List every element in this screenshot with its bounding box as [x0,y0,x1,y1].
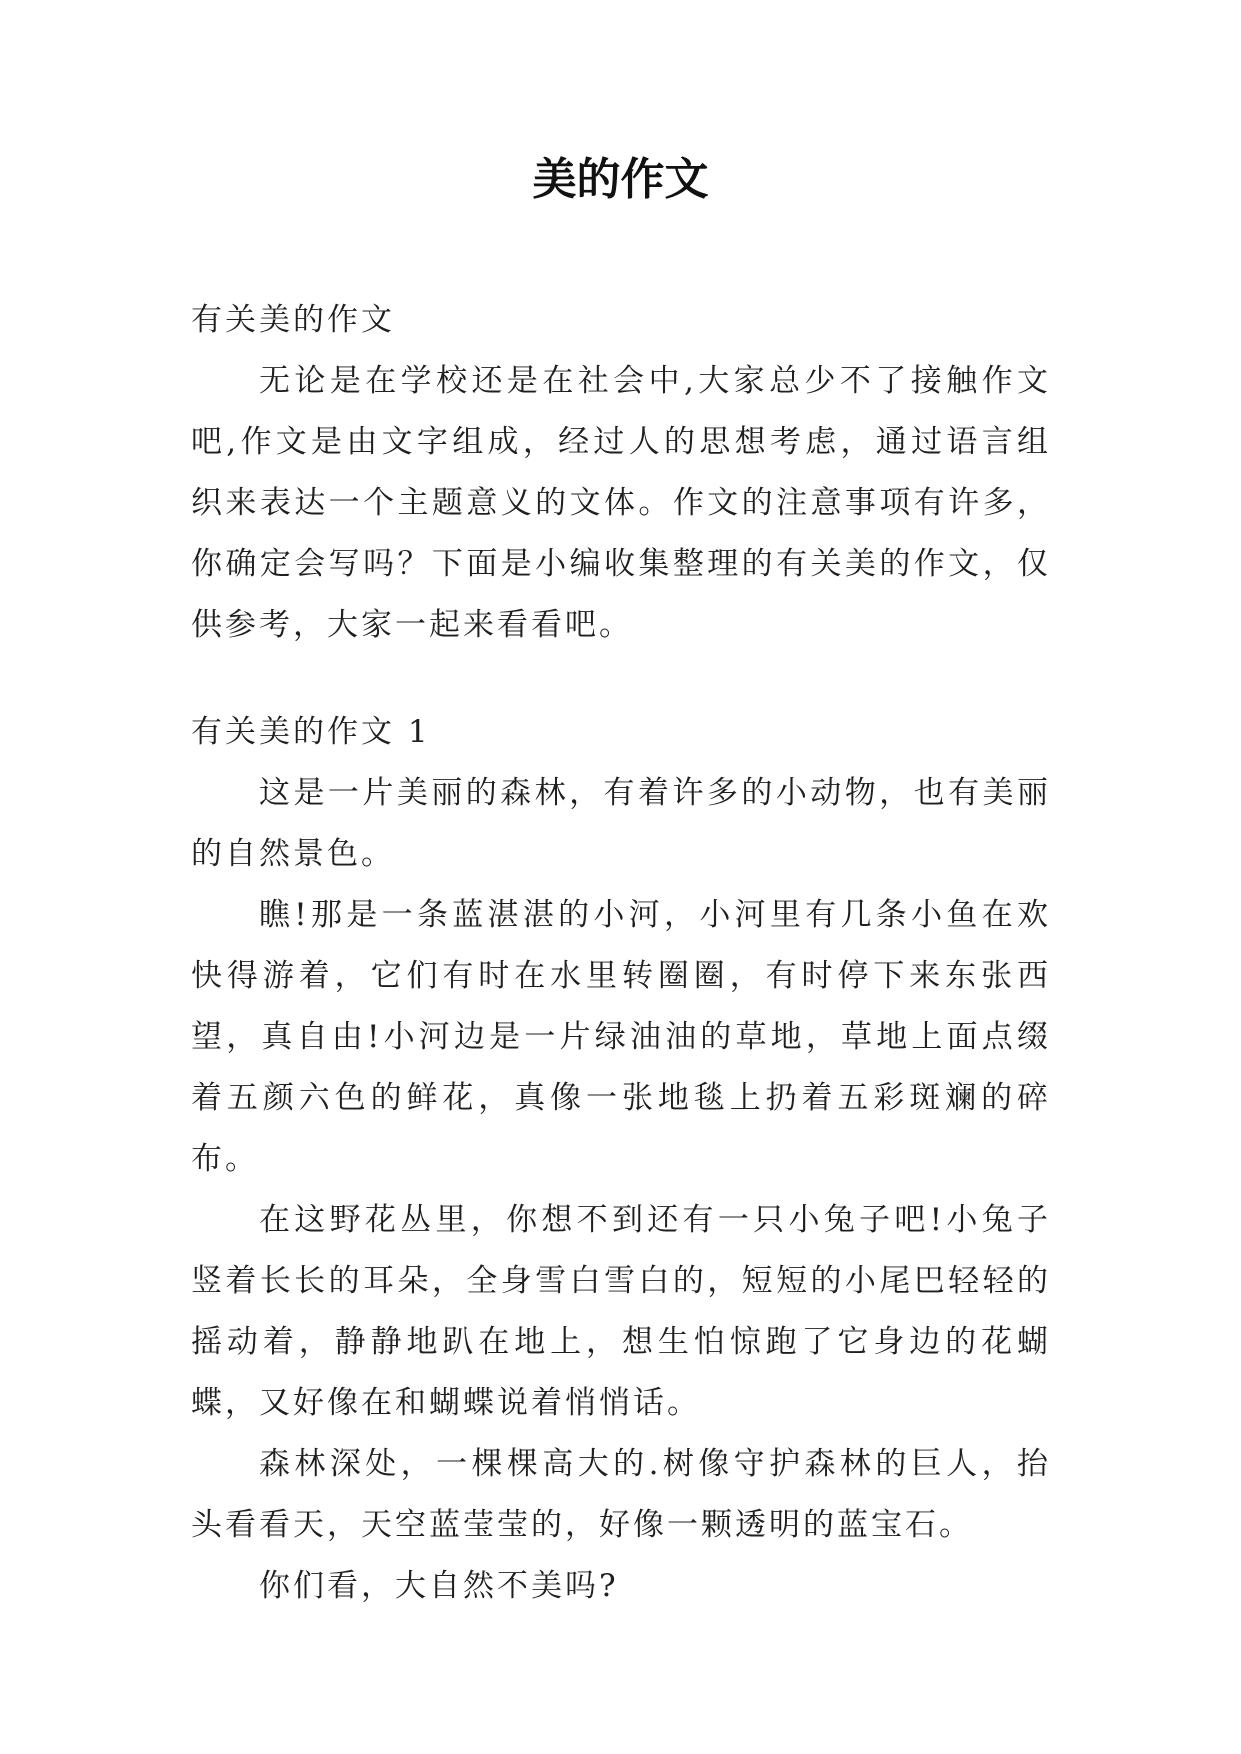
essay-1-paragraph-3: 在这野花丛里，你想不到还有一只小兔子吧!小兔子竖着长长的耳朵，全身雪白雪白的，短短的小尾巴轻轻的摇动着，静静地趴在地上，想生怕惊跑了它身边的花蝴蝶，又好像在和蝴蝶说着悄悄话。 [191,1202,1051,1421]
essay-1-paragraph-4: 森林深处，一棵棵高大的.树像守护森林的巨人，抬头看看天，天空蓝莹莹的，好像一颗透明的蓝宝石。 [191,1446,1051,1543]
intro-paragraph: 无论是在学校还是在社会中,大家总少不了接触作文吧,作文是由文字组成，经过人的思想考虑，通过语言组织来表达一个主题意义的文体。作文的注意事项有许多，你确定会写吗？下面是小编收集整理的有关美的作文，仅供参考，大家一起来看看吧。 [191,363,1051,643]
essay-1-paragraph-5: 你们看，大自然不美吗? [259,1568,619,1604]
document-title: 美的作文 [532,154,709,205]
essay-1-paragraph-1: 这是一片美丽的森林，有着许多的小动物，也有美丽的自然景色。 [191,775,1051,872]
essay-1-heading: 有关美的作文 1 [191,714,431,750]
essay-1-paragraph-2: 瞧!那是一条蓝湛湛的小河，小河里有几条小鱼在欢快得游着，它们有时在水里转圈圈，有时停下来东张西望，真自由!小河边是一片绿油油的草地，草地上面点缀着五颜六色的鲜花，真像一张地毯上扔着五彩斑斓的碎布。 [191,897,1051,1177]
section-spacer [191,656,1051,702]
document-body [191,290,1051,1617]
intro-heading: 有关美的作文 [191,302,395,338]
